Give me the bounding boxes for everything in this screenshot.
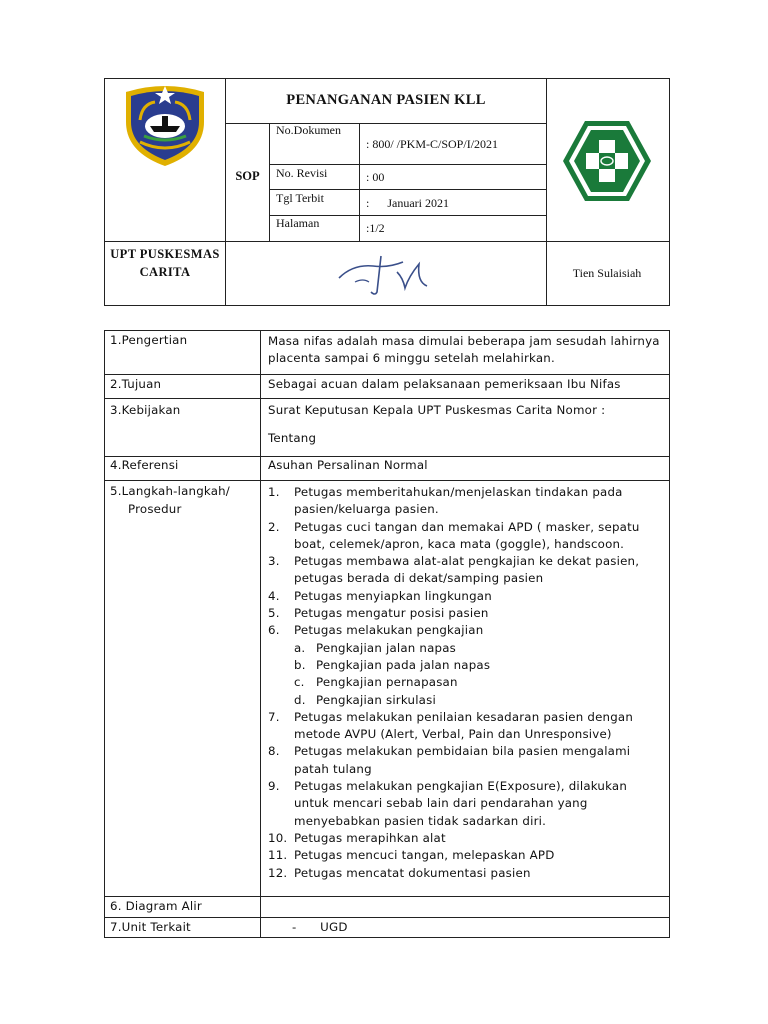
sop-label: SOP xyxy=(235,169,260,183)
step-item: 10. Petugas merapihkan alat xyxy=(268,830,446,845)
procedure-steps xyxy=(268,484,660,882)
document-title: PENANGANAN PASIEN KLL xyxy=(286,92,486,108)
step-item: 6. Petugas melakukan pengkajian xyxy=(268,623,484,638)
divider xyxy=(225,123,547,124)
step-item: 11. Petugas mencuci tangan, melepaskan APD xyxy=(268,848,555,863)
substep-item: c. Pengkajian pernapasan xyxy=(294,675,458,690)
signer-name: Tien Sulaisiah xyxy=(572,266,642,280)
step-item: 8. Petugas melakukan pembidaian bila pasien mengalami patah tulang xyxy=(268,744,631,776)
divider xyxy=(104,398,669,399)
row-text-unit-terkait: - UGD xyxy=(292,920,348,934)
field-label-halaman: Halaman xyxy=(276,216,320,230)
field-label-no-revisi: No. Revisi xyxy=(276,166,328,180)
row-label-prosedur: Prosedur xyxy=(128,502,182,516)
row-label-pengertian: 1.Pengertian xyxy=(110,333,188,347)
row-label-langkah: 5.Langkah-langkah/ xyxy=(110,484,230,498)
divider xyxy=(104,374,669,375)
substep-item: a. Pengkajian jalan napas xyxy=(294,640,456,655)
field-label-tgl-terbit: Tgl Terbit xyxy=(276,191,324,205)
divider xyxy=(225,78,226,305)
divider xyxy=(104,480,669,481)
field-value-no-revisi: : 00 xyxy=(366,170,385,184)
row-label-diagram-alir: 6. Diagram Alir xyxy=(110,899,202,913)
row-text-kebijakan: Surat Keputusan Kepala UPT Puskesmas Carita Nomor : xyxy=(268,403,606,417)
step-item: 7. Petugas melakukan penilaian kesadaran pasien dengan metode AVPU (Alert, Verbal, Pain dan Unresponsive) xyxy=(268,709,633,742)
row-label-unit-terkait: 7.Unit Terkait xyxy=(110,920,191,934)
signature xyxy=(333,248,443,298)
field-value-halaman: :1/2 xyxy=(366,221,385,235)
divider xyxy=(104,896,669,897)
row-text-referensi: Asuhan Persalinan Normal xyxy=(268,458,428,472)
row-label-tujuan: 2.Tujuan xyxy=(110,377,162,391)
row-text-pengertian: Masa nifas adalah masa dimulai beberapa jam sesudah lahirnya placenta sampai 6 minggu setelah melahirkan. xyxy=(268,334,660,365)
substep-item: b. Pengkajian pada jalan napas xyxy=(294,657,491,672)
row-text-tujuan: Sebagai acuan dalam pelaksanaan pemeriksaan Ibu Nifas xyxy=(268,377,621,391)
step-item: 3. Petugas membawa alat-alat pengkajian ke dekat pasien, petugas berada di dekat/samping pasien xyxy=(268,554,640,586)
row-label-referensi: 4.Referensi xyxy=(110,458,179,472)
divider xyxy=(260,330,261,937)
step-item: 5. Petugas mengatur posisi pasien xyxy=(268,606,489,621)
step-item: 4. Petugas menyiapkan lingkungan xyxy=(268,588,492,603)
divider xyxy=(269,123,270,242)
step-item: 1. Petugas memberitahukan/menjelaskan tindakan pada pasien/keluarga pasien. xyxy=(268,485,623,517)
field-value-no-dokumen: : 800/ /PKM-C/SOP/I/2021 xyxy=(366,137,499,151)
step-item: 9. Petugas melakukan pengkajian E(Exposure), dilakukan untuk mencari sebab lain dari pendarahan yang menyebabkan pasien tidak sadarkan diri. xyxy=(268,779,628,828)
row-text-kebijakan-tentang: Tentang xyxy=(268,431,317,445)
divider xyxy=(104,241,669,242)
field-label-no-dokumen: No.Dokumen xyxy=(276,123,341,137)
substep-item: d. Pengkajian sirkulasi xyxy=(294,692,436,707)
org-name: UPT PUSKESMAS CARITA xyxy=(110,247,220,279)
puskesmas-logo xyxy=(561,119,653,203)
crest-logo xyxy=(120,82,210,168)
step-item: 12. Petugas mencatat dokumentasi pasien xyxy=(268,865,531,880)
row-label-kebijakan: 3.Kebijakan xyxy=(110,403,181,417)
divider xyxy=(359,123,360,242)
divider xyxy=(104,917,669,918)
divider xyxy=(104,456,669,457)
field-value-tgl-terbit: : Januari 2021 xyxy=(366,196,449,210)
step-item: 2. Petugas cuci tangan dan memakai APD ( masker, sepatu boat, celemek/apron, kaca mata (goggle), handscoon. xyxy=(268,519,640,551)
